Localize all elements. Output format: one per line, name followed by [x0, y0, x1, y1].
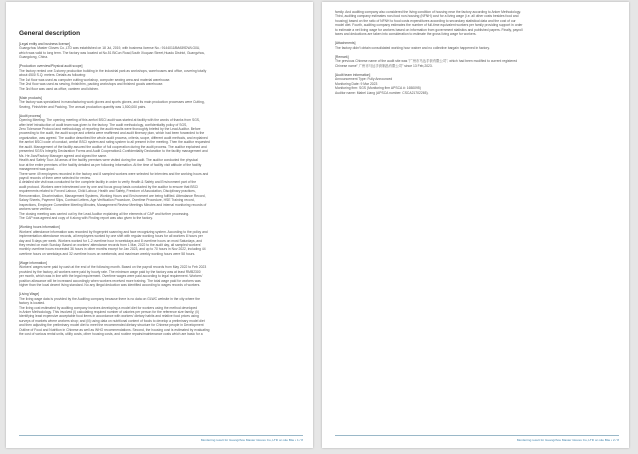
text-line: The previous Chinese name of the audit site was "广州市马达手套有限公司", which had been modified to current registered: [335, 59, 518, 64]
sections: [19, 42, 303, 337]
text-line: payroll records of them were selected for review.: [19, 176, 91, 181]
section: [335, 73, 619, 95]
section-heading: [Remark]: [335, 54, 349, 59]
text-line: to estimate a net living wage for workers based on information from government statistics and published papers. Finally, payroll: [335, 27, 523, 32]
section-heading: [Audit team information]: [335, 72, 371, 77]
section: [19, 292, 303, 337]
text-line: per month, which was in line with the legal requirement. Overtime wages were paid according to legal requirement. Workers': [19, 274, 203, 279]
text-line: Chinese name" 广州市马达手套制品有限公司" since 13 Feb,2023.: [335, 63, 433, 68]
text-line: The factory didn't obtain consolidated working hour waiver and no collective bargain happened in factory.: [335, 45, 490, 50]
text-line: The 2nd floor was used as sewing, finish/trim, packing workshops and finished goods warehouse.: [19, 82, 164, 87]
text-line: presented SGS's Integrity Declaration Forms and Audit Cooperation& Confidentiality Declaration to the facility management and: [19, 149, 208, 154]
section-heading: [Audit process]: [19, 113, 42, 118]
text-line: Inspections, Employee Committee Meeting Minutes, Management Review Meetings Minutes and internal monitoring records of: [19, 202, 207, 207]
text-line: requirements related to Forced Labour, Child Labour, Health and Safety, Freedom of Association, Disciplinary practices,: [19, 189, 196, 194]
sections: [335, 10, 619, 95]
text-line: implementation attendance records, all employees worked by one shift with regular working hours for all workers 8 hours per: [19, 234, 203, 239]
section-heading: [Attachments]: [335, 41, 356, 46]
text-line: after brief introduction of audit team was given to the factory. The audit methodology, confidentiality policy of SGS,: [19, 122, 188, 127]
text-line: the amfori BSCI code of conduct, amfori BSCI system and rating system to all present in the meeting. Then the auditor requested: [19, 140, 210, 145]
section: [19, 96, 303, 109]
text-line: Workers' attendance information was recorded by fingerprint scanning and face recognizing system. According to the policy and: [19, 229, 208, 234]
text-line: The 1st floor was used as computer cutting workshop, computer sewing area and material warehouse.: [19, 77, 171, 82]
section-heading: [Working hours information]: [19, 225, 60, 230]
text-line: management was good.: [19, 167, 55, 172]
section-heading: [Main products]: [19, 95, 42, 100]
text-line: Remuneration, Discrimination, Management Systems, Working Hours and Environment are being fulfilled. Attendance Record,: [19, 193, 206, 198]
text-line: the audit. Management of the facility assured the auditor of full cooperation during the audit process. The auditor explained and: [19, 144, 207, 149]
section: [335, 41, 619, 50]
text-line: workers were verified.: [19, 207, 52, 212]
text-line: model diet. Fourth, auditing company estimates the number of full-time equivalent workers per family providing support in order: [335, 23, 523, 28]
text-line: which was valid to long term. The factory was located at No.51 BiCun Road,South Xiuquan Street,Huadu District, Guangzhou,: [19, 50, 206, 55]
text-line: about 4500 S.Q. meters. Details as following:: [19, 73, 86, 78]
text-line: provided by the factory, all workers were paid by hourly rate. The minimum wage paid by the factory was at least RMB2300: [19, 269, 201, 274]
text-line: Sewing, Finish/trim and Packing. The annual production quantity was 1,500,000 pairs.: [19, 104, 147, 109]
section: [19, 225, 303, 256]
page-1: [6, 2, 313, 448]
text-line: Health and Safety Tour: All areas of the facility premises were visited during the audit. The auditor conducted the physical: [19, 158, 198, 163]
text-line: Workers' wages were paid by cash at the end of the following month. Based on the payroll records from May 2022 to Feb 2023: [19, 265, 207, 270]
text-line: Ms. He Jian/Factory Manager agreed and signed the same.: [19, 153, 108, 158]
text-line: Opening Meeting: The opening meeting of this amfori BSCI audit was started at facility with the words of thanks from SGS,: [19, 118, 200, 123]
section: [19, 261, 303, 288]
text-line: Auditor name: Mabel Liang (APSCA number: CSCA21702265).: [335, 90, 429, 95]
text-line: organization, was agreed. The auditor described the whole audit process, criteria, scope, different audit methods, and explained: [19, 135, 208, 140]
text-line: the cost of various rental units, utility costs, other housing costs, and routine repairs/maintenance costs which are basic for a: [19, 332, 203, 337]
section: [335, 10, 619, 37]
text-line: factory is located.: [19, 301, 46, 306]
text-line: Announcement Type: Fully Announced: [335, 77, 393, 82]
text-line: and then adjusting the preliminary model diet to meet the recommended dietary structure for Chinese people in Development: [19, 323, 204, 328]
section-heading: [Legal entity and business license]: [19, 42, 70, 46]
text-line: The factory rented one 3-storey production building in the industrial park as workshops, warehouses and office, covering totally: [19, 68, 207, 73]
document-title: General description: [19, 30, 81, 37]
text-line: overtime hours on weekdays and 32 overtime hours on weekends; and maximum weekly working hours were 58 hours.: [19, 251, 196, 256]
text-line: housing) based on the ratio of NFNH to food costs expenditures according to secondary statistical data and the cost of our: [335, 18, 516, 23]
text-line: Guangzhou Master Gloves Co.,LTD was established on 18 Jul, 2019, with business license No.: 91440118MA59DWLG0U,: [19, 46, 201, 51]
footer-divider: [335, 435, 619, 436]
text-line: There were 49 employees recorded in the factory and 8 sampled workers were selected for interview and the working hours and: [19, 171, 209, 176]
section: [335, 55, 619, 68]
text-line: The factory was specialized in manufacturing work gloves and sports gloves, and its main production processes were Cutting,: [19, 100, 205, 105]
text-line: Zero Tolerance Protocol and methodology of reporting the audit results were thoroughly briefed by the Lead Auditor. Before: [19, 127, 201, 132]
section-heading: [Living Wage]: [19, 292, 40, 297]
section-heading: [Production overview/Physical audit scope]: [19, 64, 83, 69]
page-footer: Monitoring result for Guangzhou Master Gloves Co.,LTD on site Bite • 1 / 8: [200, 438, 303, 442]
text-line: taxes and deductions are taken into consideration to estimate the gross living wage for workers.: [335, 32, 477, 37]
text-line: in Anker Methodology. This involved (i) calculating required number of calories per person for the reference size family; (ii): [19, 310, 199, 315]
text-line: Guangdong, China.: [19, 55, 49, 60]
text-line: A detailed site visit was conducted for the complete facility in order to verify Health & Safety and Environment part of the: [19, 180, 197, 185]
section: [19, 114, 303, 221]
text-line: monthly overtime hours exceeded 36 hours in other months except for Jan 2023, and up to 70 hours in Nov 2022, including 44: [19, 247, 206, 252]
text-line: The 3rd floor was used as office, canteen and kitchen.: [19, 86, 100, 91]
text-line: The living wage data is provided by the Auditing company because there is no data on GLWC website in the city where the: [19, 296, 200, 301]
text-line: day and 5 days per week. Workers worked for 1-2 overtime hour in weekdays and 8 overtime hours on most Saturdays, and: [19, 238, 203, 243]
text-line: Monitoring firm: SGS (Monitoring firm APSCA #: 1650095): [335, 86, 421, 91]
page-2-content: [335, 10, 619, 100]
text-line: Outline of Food and Nutrition in Chinese as well as WHO recommendations. Second, the housing cost is estimated by evaluating: [19, 327, 210, 332]
text-line: family. And auditing company also considered the living condition of housing near the factory according to Anker Methodology.: [335, 10, 521, 14]
text-line: The living cost estimated by auditing company involves developing a model diet for workers using the method developed: [19, 305, 198, 310]
text-line: they rested on each Sunday. Based on workers' attendance records from 1 Mar, 2022 to the audit day, all sampled workers': [19, 242, 201, 247]
footer-divider: [19, 435, 303, 436]
text-line: audit protocol. Workers were interviewed one by one and focus group basis conducted by the auditor to ensure that BSCI: [19, 184, 199, 189]
text-line: Identifying least expensive acceptable food items in accordance with workers' dietary habits and relative food prices using: [19, 314, 199, 319]
page-2: [322, 2, 629, 448]
text-line: surveys of markets where workers shop; and (iii) using data on nutritional content of foods to develop a preliminary model diet: [19, 318, 205, 323]
text-line: Monitoring Date: 9 Mar 2023: [335, 81, 378, 86]
text-line: The closing meeting was carried out by the Lead Auditor explaining all the elements of CAP and further processing.: [19, 211, 190, 216]
text-line: proceeding to the audit, the audit scope and criteria were reaffirmed and audit itinerary plan, which had been forwarded to the: [19, 131, 205, 136]
page-footer: Monitoring result for Guangzhou Master Gloves Co.,LTD on site Bite • 2 / 8: [516, 438, 619, 442]
text-line: higher than the local decent living standard. No any illegal deduction was identified according to wages records of workers.: [19, 283, 201, 288]
section-heading: [Wage information]: [19, 260, 47, 265]
section: [19, 64, 303, 91]
text-line: tour at the entire premises of the facility detailed as per following information. At the time of facility visit attitude of the facility: [19, 162, 202, 167]
text-line: Salary Sheets, Payment Slips, Contract Letters, Age Verification Procedure, Overtime Procedure, HSE Training record,: [19, 198, 195, 203]
text-line: position allowance will be increased accordingly when workers received more training. The total wage paid for workers was: [19, 278, 201, 283]
section: [19, 42, 303, 60]
text-line: Third, auditing company estimates non-food non-housing (NFNH) cost for a living wage (i.e. all other costs besides food and: [335, 14, 519, 19]
page-1-content: [19, 30, 303, 341]
text-line: The CAP was agreed and copy of it along with Finding report was also given to the factory.: [19, 216, 153, 221]
